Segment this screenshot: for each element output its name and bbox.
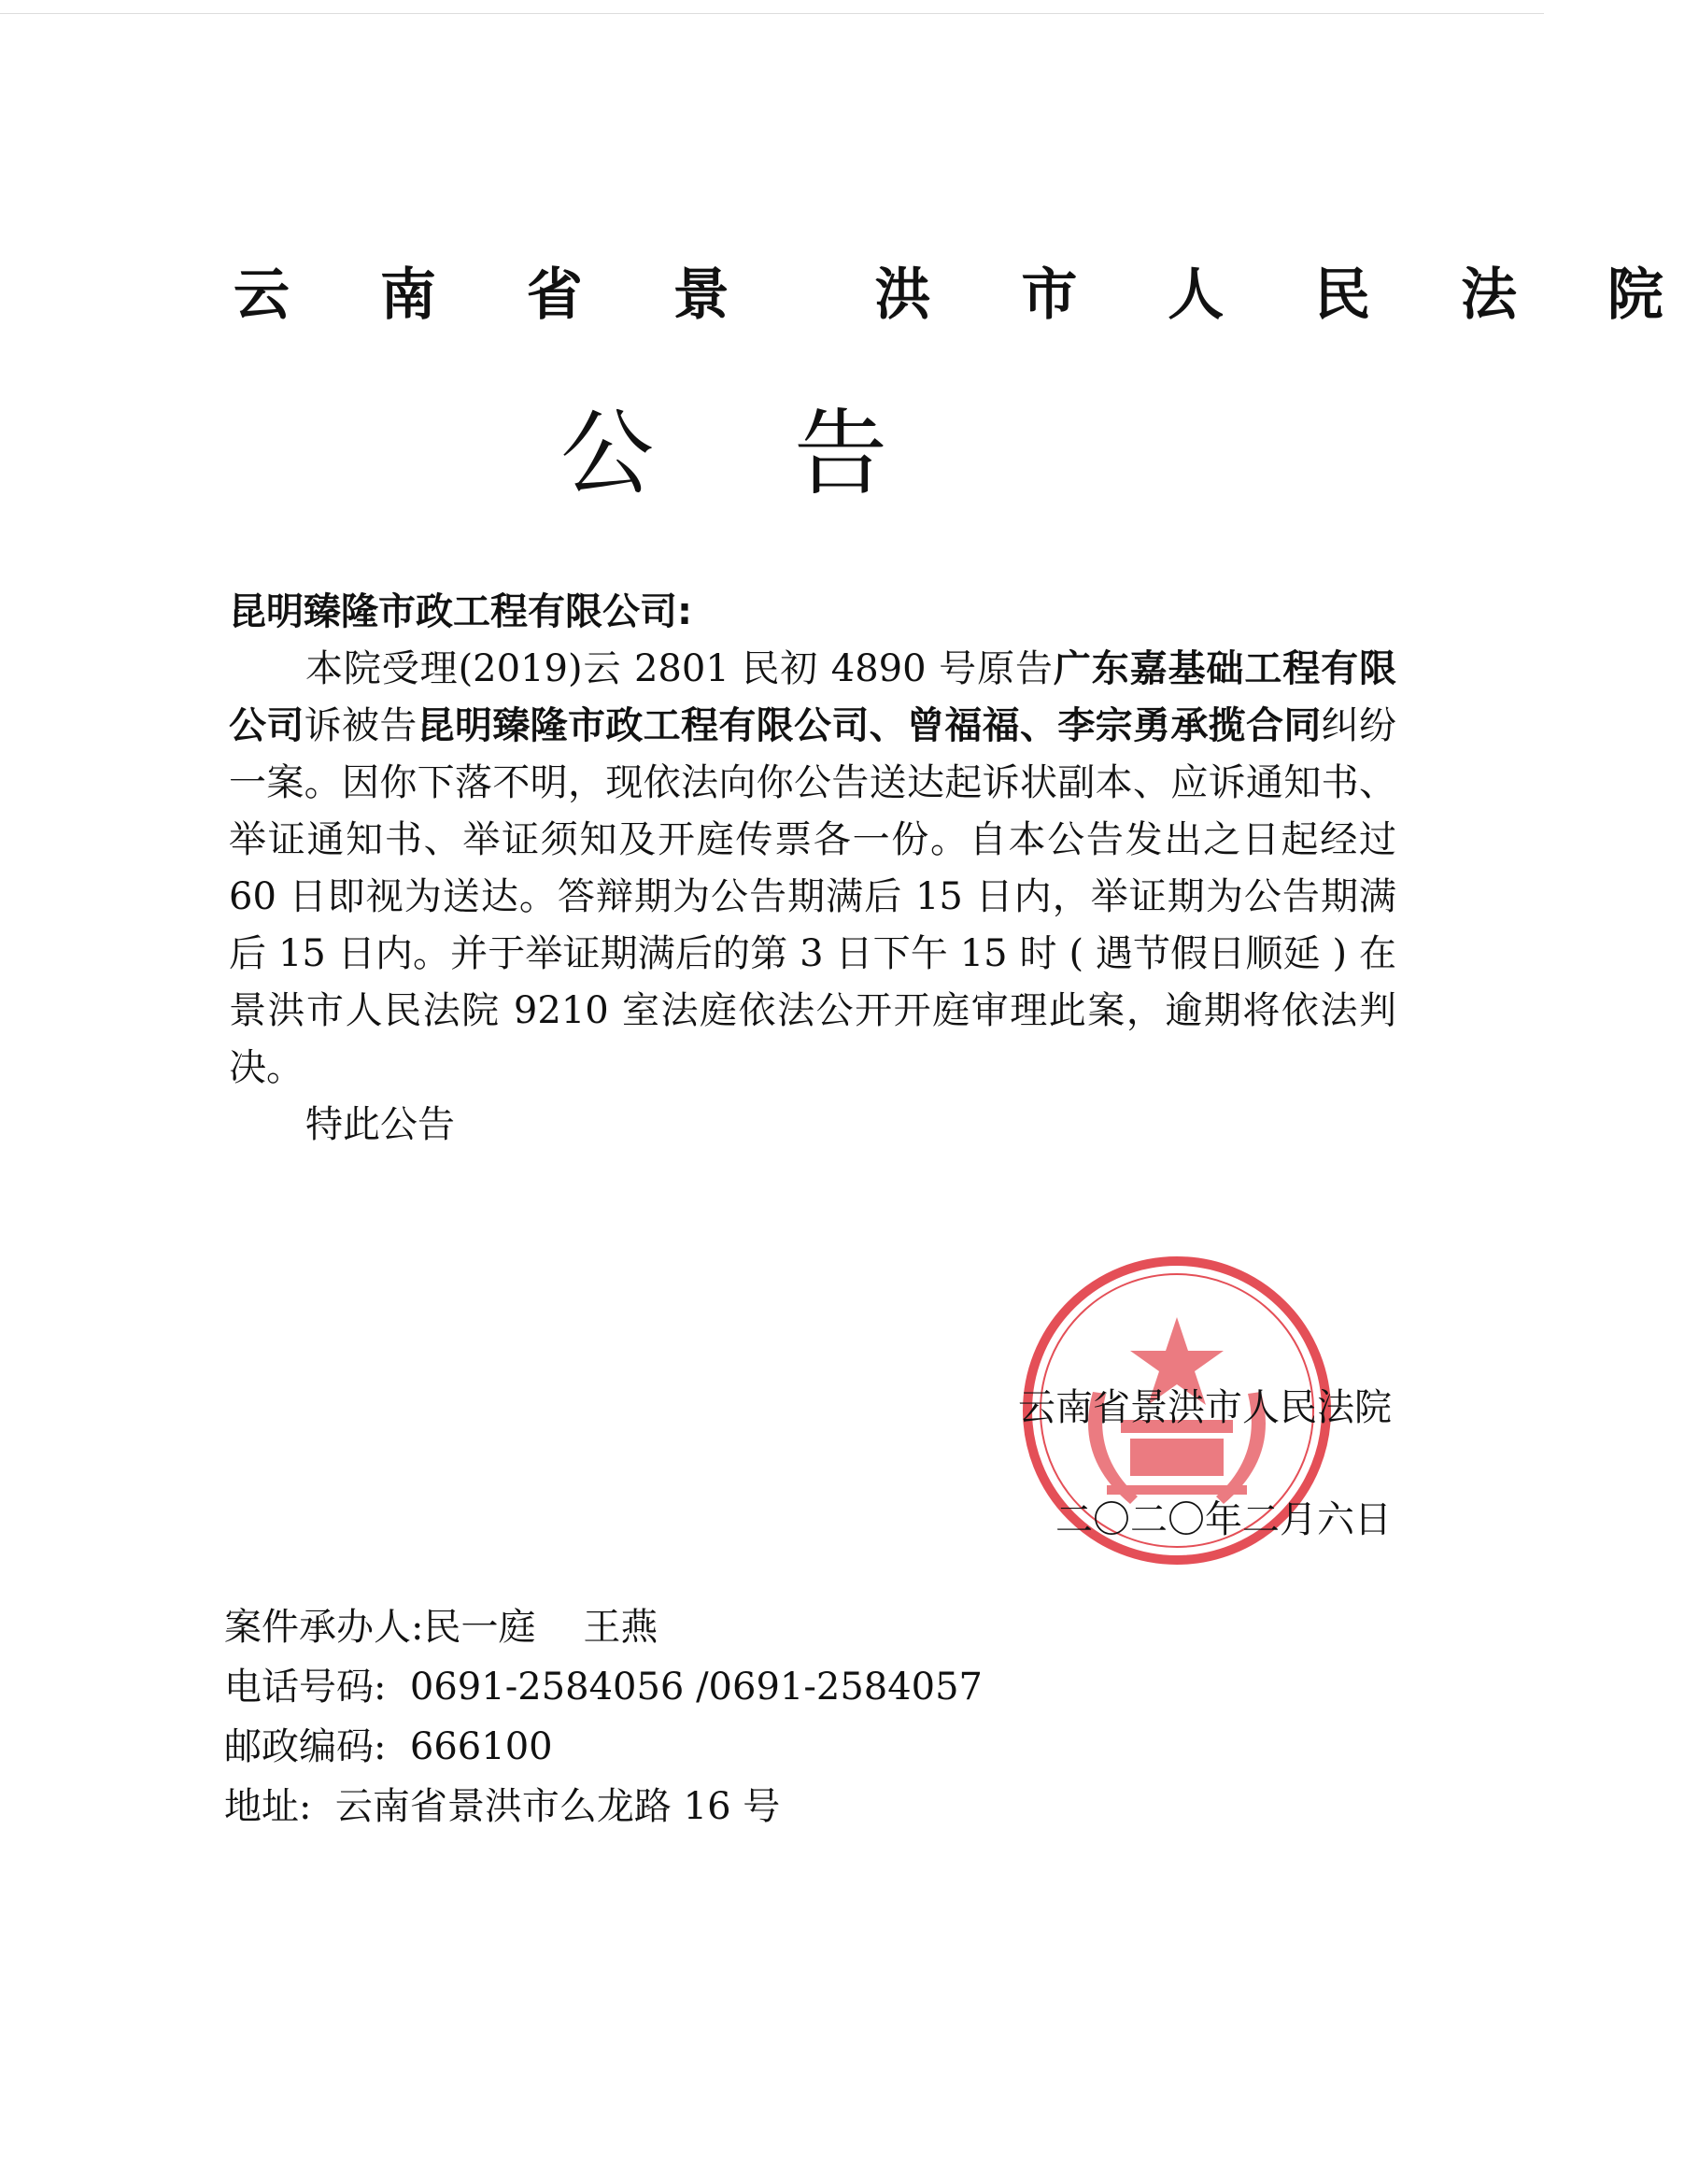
plaintiff-name: 广东嘉基础工程有限公司 (229, 647, 1397, 747)
document-type-title: 公告 (560, 399, 1027, 508)
defendant-names: 昆明臻隆市政工程有限公司、曾福福、李宗勇承揽合同 (417, 704, 1322, 747)
notice-body (229, 584, 1396, 1154)
phone-numbers: 电话号码: 0691-2584056 /0691-2584057 (224, 1666, 984, 1709)
addressee: 昆明臻隆市政工程有限公司: (229, 590, 692, 633)
signing-court: 云南省景洪市人民法院 (1018, 1386, 1392, 1429)
postal-code: 邮政编码: 666100 (224, 1725, 553, 1768)
paragraph-segment: 本院受理(2019)云 2801 民初 4890 号原告 (305, 647, 1054, 690)
court-name-heading: 云 南 省 景 洪 市 人 民 法 院 (234, 262, 1699, 328)
signing-date: 二〇二〇年二月六日 (1055, 1498, 1392, 1541)
closing-remark: 特此公告 (305, 1103, 455, 1146)
case-handler: 案件承办人:民一庭 王燕 (224, 1606, 658, 1649)
notice-paragraph (229, 641, 1396, 1097)
scan-edge-line (0, 13, 1544, 14)
court-address: 地址: 云南省景洪市么龙路 16 号 (224, 1785, 781, 1828)
paragraph-segment: 纠纷一案。因你下落不明，现依法向你公告送达起诉状副本、应诉通知书、举证通知书、举证须知及开庭传票各一份。自本公告发出之日起经过 60 日即视为送达。答辩期为公告期满后 15 日内，举证期为公告期满后 15 日内。并于举证期满后的第 3 日下午 15 时 ( 遇节假日顺延 ) 在景洪市人民法院 9210 室法庭依法公开开庭审理此案，逾期将依法判决。 (229, 704, 1397, 1089)
paragraph-segment: 诉被告 (304, 704, 418, 747)
contact-block (224, 1597, 1065, 1837)
